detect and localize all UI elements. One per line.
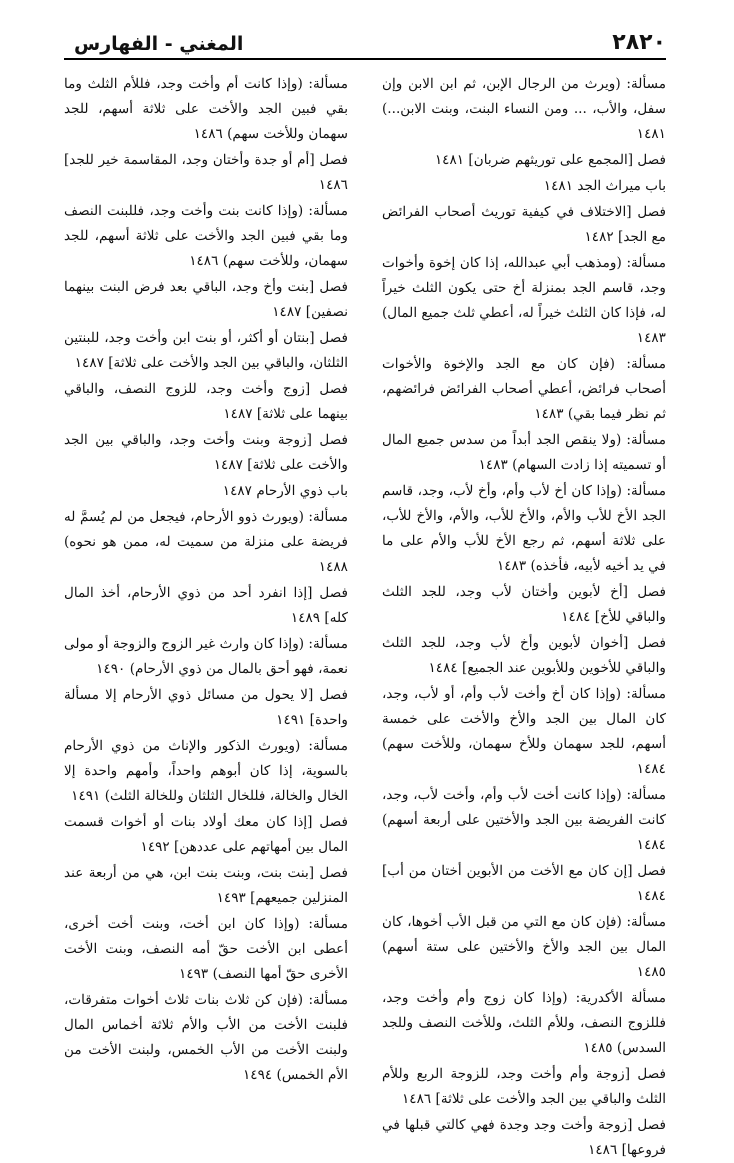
index-entry: مسألة: (فإن كن ثلاث بنات ثلاث أخوات متفرقات، فلبنت الأخت من الأب والأم ثلاثة أخماس المال ولبنت الأخت من الأب الخمس، ولبنت الأخت من الأم الخمس) ١٤٩٤ <box>64 992 348 1083</box>
right-column <box>382 72 666 1158</box>
index-entry: فصل [بنت وأخ وجد، الباقي بعد فرض البنت بينهما نصفين] ١٤٨٧ <box>64 279 348 320</box>
index-entry: مسألة: (وإذا كانت أم وأخت وجد، فللأم الثلث وما بقي فبين الجد والأخت على ثلاثة أسهم، للجد سهمان وللأخت سهم) ١٤٨٦ <box>64 76 348 142</box>
index-entry: مسألة: (ومذهب أبي عبدالله، إذا كان إخوة وأخوات وجد، قاسم الجد بمنزلة أخ حتى يكون الثلث خيراً له، فإذا كان الثلث خيراً له، أعطي ثلث جميع المال) ١٤٨٣ <box>382 255 666 346</box>
index-entry: فصل [بنت بنت، وبنت بنت ابن، هي من أربعة عند المنزلين جميعهم] ١٤٩٣ <box>64 865 348 906</box>
index-columns <box>64 72 666 1158</box>
index-entry: مسألة: (ويرث من الرجال الإبن، ثم ابن الابن وإن سفل، والأب، ... ومن النساء البنت، وبنت الابن...) ١٤٨١ <box>382 76 666 142</box>
index-entry: مسألة: (وإذا كانت بنت وأخت وجد، فللبنت النصف وما بقي فبين الجد والأخت على ثلاثة أسهم، للجد سهمان، وللأخت سهم) ١٤٨٦ <box>64 203 348 269</box>
running-title: المغني - الفهارس <box>74 33 244 55</box>
page-header <box>64 28 666 60</box>
index-entry: مسألة: (وإذا كان أخ وأخت لأب وأم، أو لأب، وجد، كان المال بين الجد والأخ والأخت على خمسة أسهم، للجد سهمان وللأخ سهمان، وللأخت سهم) ١٤٨٤ <box>382 686 666 777</box>
index-entry: مسألة: (ويورث الذكور والإناث من ذوي الأرحام بالسوية، إذا كان أبوهم واحداً، وأمهم واحدة إلا الخال والخالة، فللخال الثلثان وللخالة الثلث) ١٤٩١ <box>64 738 348 804</box>
index-entry: مسألة الأكدرية: (وإذا كان زوج وأم وأخت وجد، فللزوج النصف، وللأم الثلث، وللأخت النصف وللجد السدس) ١٤٨٥ <box>382 990 666 1056</box>
index-entry: فصل [بنتان أو أكثر، أو بنت ابن وأخت وجد، للبنتين الثلثان، والباقي بين الجد والأخت على ثلاثة] ١٤٨٧ <box>64 330 348 371</box>
index-entry: مسألة: (ولا ينقص الجد أبداً من سدس جميع المال أو تسميته إذا زادت السهام) ١٤٨٣ <box>382 432 666 473</box>
index-entry: فصل [أخوان لأبوين وأخ لأب وجد، للجد الثلث والباقي للأخوين وللأبوين عند الجميع] ١٤٨٤ <box>382 635 666 676</box>
index-entry: فصل [زوجة وأخت وجد وجدة فهي كالتي قبلها في فروعها] ١٤٨٦ <box>382 1117 666 1158</box>
index-entry: فصل [لا يحول من مسائل ذوي الأرحام إلا مسألة واحدة] ١٤٩١ <box>64 687 348 728</box>
index-entry: فصل [زوجة وأم وأخت وجد، للزوجة الربع وللأم الثلث والباقي بين الجد والأخت على ثلاثة] ١٤٨٦ <box>382 1066 666 1107</box>
index-entry: فصل [إذا انفرد أحد من ذوي الأرحام، أخذ المال كله] ١٤٨٩ <box>64 585 348 626</box>
index-entry: مسألة: (وإذا كانت أخت لأب وأم، وأخت لأب، وجد، كانت الفريضة بين الجد والأختين على أربعة أسهم) ١٤٨٤ <box>382 787 666 853</box>
index-entry: فصل [زوجة وبنت وأخت وجد، والباقي بين الجد والأخت على ثلاثة] ١٤٨٧ <box>64 432 348 473</box>
index-entry: باب ميراث الجد ١٤٨١ <box>543 178 666 194</box>
index-entry: فصل [الاختلاف في كيفية توريث أصحاب الفرائض مع الجد] ١٤٨٢ <box>382 204 666 245</box>
index-entry: فصل [إذا كان معك أولاد بنات أو أخوات قسمت المال بين أمهاتهم على عددهن] ١٤٩٢ <box>64 814 348 855</box>
index-entry: باب ذوي الأرحام ١٤٨٧ <box>222 483 348 499</box>
index-entry: فصل [المجمع على توريثهم ضربان] ١٤٨١ <box>434 152 666 168</box>
left-column <box>64 72 348 1083</box>
index-entry: فصل [أخ لأبوين وأختان لأب وجد، للجد الثلث والباقي للأخ] ١٤٨٤ <box>382 584 666 625</box>
index-entry: مسألة: (وإذا كان ابن أخت، وبنت أخت أخرى، أعطى ابن الأخت حقّ أمه النصف، وبنت الأخت الأخرى حقّ أمها النصف) ١٤٩٣ <box>64 916 348 982</box>
index-entry: فصل [زوج وأخت وجد، للزوج النصف، والباقي بينهما على ثلاثة] ١٤٨٧ <box>64 381 348 422</box>
index-entry: فصل [أم أو جدة وأختان وجد، المقاسمة خير للجد] ١٤٨٦ <box>64 152 348 193</box>
index-entry: مسألة: (فإن كان مع الجد والإخوة والأخوات أصحاب فرائض، أعطي أصحاب الفرائض فرائضهم، ثم نظر فيما بقي) ١٤٨٣ <box>382 356 666 422</box>
index-entry: مسألة: (وإذا كان أخ لأب وأم، وأخ لأب، وجد، قاسم الجد الأخ للأب والأم، والأخ للأب، والأم، والأخ للأب، على ثلاثة أسهم، ثم رجع الأخ للأب والأم على ما في يد أخيه لأبيه، فأخذه) ١٤٨٣ <box>382 483 666 574</box>
index-entry: مسألة: (وإذا كان وارث غير الزوج والزوجة أو مولى نعمة، فهو أحق بالمال من ذوي الأرحام) ١٤٩٠ <box>64 636 348 677</box>
page-number: ٢٨٢٠ <box>612 30 666 55</box>
index-entry: فصل [إن كان مع الأخت من الأبوين أختان من أب] ١٤٨٤ <box>382 863 666 904</box>
index-entry: مسألة: (فإن كان مع التي من قبل الأب أخوها، كان المال بين الجد والأخ والأختين على ستة أسهم) ١٤٨٥ <box>382 914 666 980</box>
index-entry: مسألة: (ويورث ذوو الأرحام، فيجعل من لم يُسمَّ له فريضة على منزلة من سميت له، ممن هو نحوه) ١٤٨٨ <box>64 509 348 575</box>
